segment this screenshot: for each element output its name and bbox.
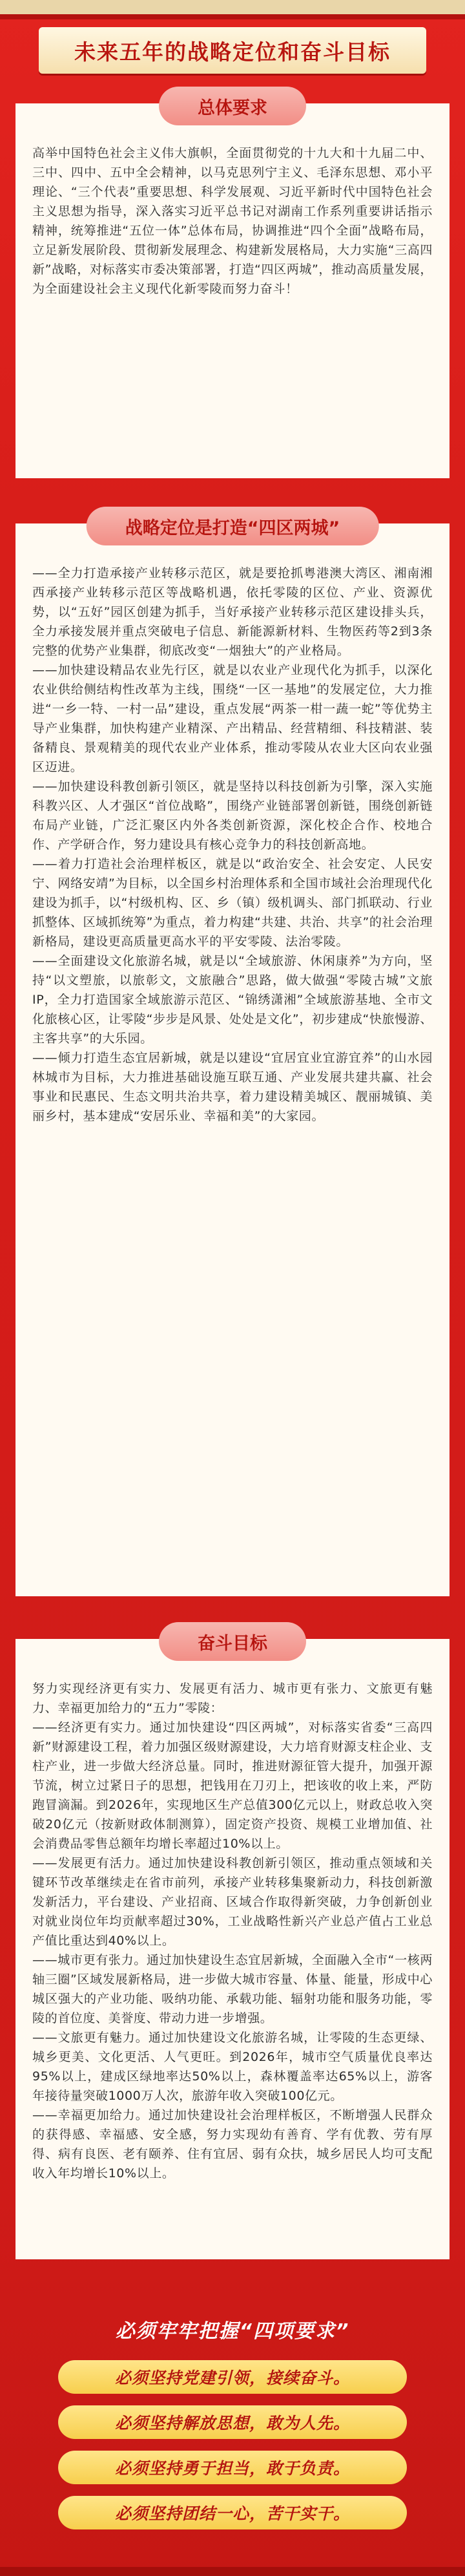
section-general-requirements bbox=[16, 98, 450, 478]
section-label-text: 奋斗目标 bbox=[198, 1633, 267, 1654]
requirement-text: 必须坚持勇于担当，敢于负责。 bbox=[114, 2459, 350, 2478]
paragraph: ——经济更有实力。通过加快建设“四区两城”，对标落实省委“三高四新”财源建设工程，着力加强区级财源建设，大力培育财源支柱企业、支柱产业，进一步做大经济总量。同时，推进财源征管大提升，加强开源节流，树立过紧日子的思想，把钱用在刀刃上，把该收的收上来，严防跑冒滴漏。到2026年，实现地区生产总值300亿元以上，财政总收入突破20亿元（按新财政体制测算），固定资产投资、规模工业增加值、社会消费品零售总额年均增长率超过10%以上。 bbox=[32, 1720, 433, 1851]
section-strategic-positioning bbox=[16, 518, 450, 1596]
section-body bbox=[32, 143, 433, 299]
requirement-text: 必须坚持党建引领，接续奋斗。 bbox=[114, 2369, 350, 2387]
four-requirements-title: 必须牢牢把握“四项要求” bbox=[115, 2320, 350, 2343]
paragraph: ——加快建设精品农业先行区，就是以农业产业现代化为抓手，以深化农业供给侧结构性改革为主线，围绕“一区一基地”的发展定位，大力推进“一乡一特、一村一品”建设，重点发展“两茶一柑一蔬一蛇”等优势主导产业集群，加快构建产业精深、产出精品、经营精细、科技精湛、装备精良、景观精美的现代农业产业体系，推动零陵从农业大区向农业强区迈进。 bbox=[32, 663, 433, 774]
paragraph: 高举中国特色社会主义伟大旗帜，全面贯彻党的十九大和十九届二中、三中、四中、五中全会精神，以马克思列宁主义、毛泽东思想、邓小平理论、“三个代表”重要思想、科学发展观、习近平新时代中国特色社会主义思想为指导，深入落实习近平总书记对湖南工作系列重要讲话指示精神，统筹推进“五位一体”总体布局，协调推进“四个全面”战略布局，立足新发展阶段、贯彻新发展理念、构建新发展格局，大力实施“三高四新”战略，对标落实市委决策部署，打造“四区两城”，推动高质量发展，为全面建设社会主义现代化新零陵而努力奋斗！ bbox=[32, 146, 433, 296]
section-label-text: 总体要求 bbox=[198, 98, 267, 118]
section-label-text: 战略定位是打造“四区两城” bbox=[125, 518, 340, 538]
section-label bbox=[159, 1622, 306, 1661]
section-body bbox=[32, 1679, 433, 2183]
section-goals bbox=[16, 1633, 450, 2259]
requirement-pill bbox=[58, 2360, 407, 2394]
title-banner bbox=[39, 27, 426, 74]
bottom-decoration bbox=[0, 2567, 465, 2576]
paragraph: ——城市更有张力。通过加快建设生态宜居新城，全面融入全市“一核两轴三圈”区域发展新格局，进一步做大城市容量、体量、能量，形成中心城区强大的产业功能、吸纳功能、承载功能、辐射功能和服务功能，零陵的首位度、美誉度、带动力进一步增强。 bbox=[32, 1953, 433, 2025]
paragraph: ——发展更有活力。通过加快建设科教创新引领区，推动重点领域和关键环节改革继续走在省市前列，承接产业转移集聚新动力，科技创新激发新活力，平台建设、产业招商、区域合作取得新突破，力争创新创业对就业岗位年均贡献率超过30%，工业战略性新兴产业总产值占工业总产值比重达到40%以上。 bbox=[32, 1856, 433, 1948]
top-decoration bbox=[0, 0, 465, 19]
requirement-text: 必须坚持解放思想，敢为人先。 bbox=[114, 2414, 350, 2433]
paragraph: ——全面建设文化旅游名城，就是以“全域旅游、休闲康养”为方向，坚持“以文塑旅，以旅彰文，文旅融合”思路，做大做强“零陵古城”文旅IP，全力打造国家全域旅游示范区、“锦绣潇湘”全域旅游基地、全市文化旅核心区，让零陵“步步是风景、处处是文化”，初步建成“快旅慢游、主客共享”的大乐园。 bbox=[32, 954, 433, 1046]
paragraph: 努力实现经济更有实力、发展更有活力、城市更有张力、文旅更有魅力、幸福更加给力的“五力”零陵： bbox=[32, 1682, 433, 1715]
paragraph: ——文旅更有魅力。通过加快建设文化旅游名城，让零陵的生态更绿、城乡更美、文化更活、人气更旺。到2026年，城市空气质量优良率达95%以上，建成区绿地率达50%以上，森林覆盖率达65%以上，游客年接待量突破1000万人次，旅游年收入突破100亿元。 bbox=[32, 2031, 433, 2103]
requirement-pill bbox=[58, 2451, 407, 2484]
paragraph: ——加快建设科教创新引领区，就是坚持以科技创新为引擎，深入实施科教兴区、人才强区“首位战略”，围绕产业链部署创新链，围绕创新链布局产业链，广泛汇聚区内外各类创新资源，深化校企合作、校地合作、产学研合作，努力建设具有核心竞争力的科技创新高地。 bbox=[32, 779, 433, 852]
paragraph: ——着力打造社会治理样板区，就是以“政治安全、社会安定、人民安宁、网络安靖”为目标，以全国乡村治理体系和全国市域社会治理现代化建设为抓手，以“村级机构、区、乡（镇）级机调头、部门抓联动、行业抓整体、区域抓统筹”为重点，着力构建“共建、共治、共享”的社会治理新格局，建设更高质量更高水平的平安零陵、法治零陵。 bbox=[32, 857, 433, 949]
section-body bbox=[32, 564, 433, 1126]
requirement-pill bbox=[58, 2496, 407, 2529]
paragraph: ——倾力打造生态宜居新城，就是以建设“宜居宜业宜游宜养”的山水园林城市为目标，大力推进基础设施互联互通、产业发展共建共赢、社会事业和民惠民、生态文明共治共享，着力建设精美城区、靓丽城镇、美丽乡村，基本建成“安居乐业、幸福和美”的大家园。 bbox=[32, 1051, 433, 1123]
page-title: 未来五年的战略定位和奋斗目标 bbox=[74, 39, 391, 65]
paragraph: ——全力打造承接产业转移示范区，就是要抢抓粤港澳大湾区、湘南湘西承接产业转移示范区等战略机遇，依托零陵的区位、产业、资源优势，以“五好”园区创建为抓手，当好承接产业转移示范区建设排头兵，全力承接发展并重点突破电子信息、新能源新材料、生物医药等2到3条完整的优势产业集群，彻底改变“一烟独大”的产业格局。 bbox=[32, 566, 433, 658]
paragraph: ——幸福更加给力。通过加快建设社会治理样板区，不断增强人民群众的获得感、幸福感、安全感，努力实现幼有善育、学有优教、劳有厚得、病有良医、老有颐养、住有宜居、弱有众扶，城乡居民人均可支配收入年均增长10%以上。 bbox=[32, 2108, 433, 2180]
requirement-pill bbox=[58, 2405, 407, 2439]
requirement-text: 必须坚持团结一心，苦干实干。 bbox=[114, 2504, 350, 2523]
section-label bbox=[87, 507, 379, 545]
section-label bbox=[159, 87, 306, 125]
